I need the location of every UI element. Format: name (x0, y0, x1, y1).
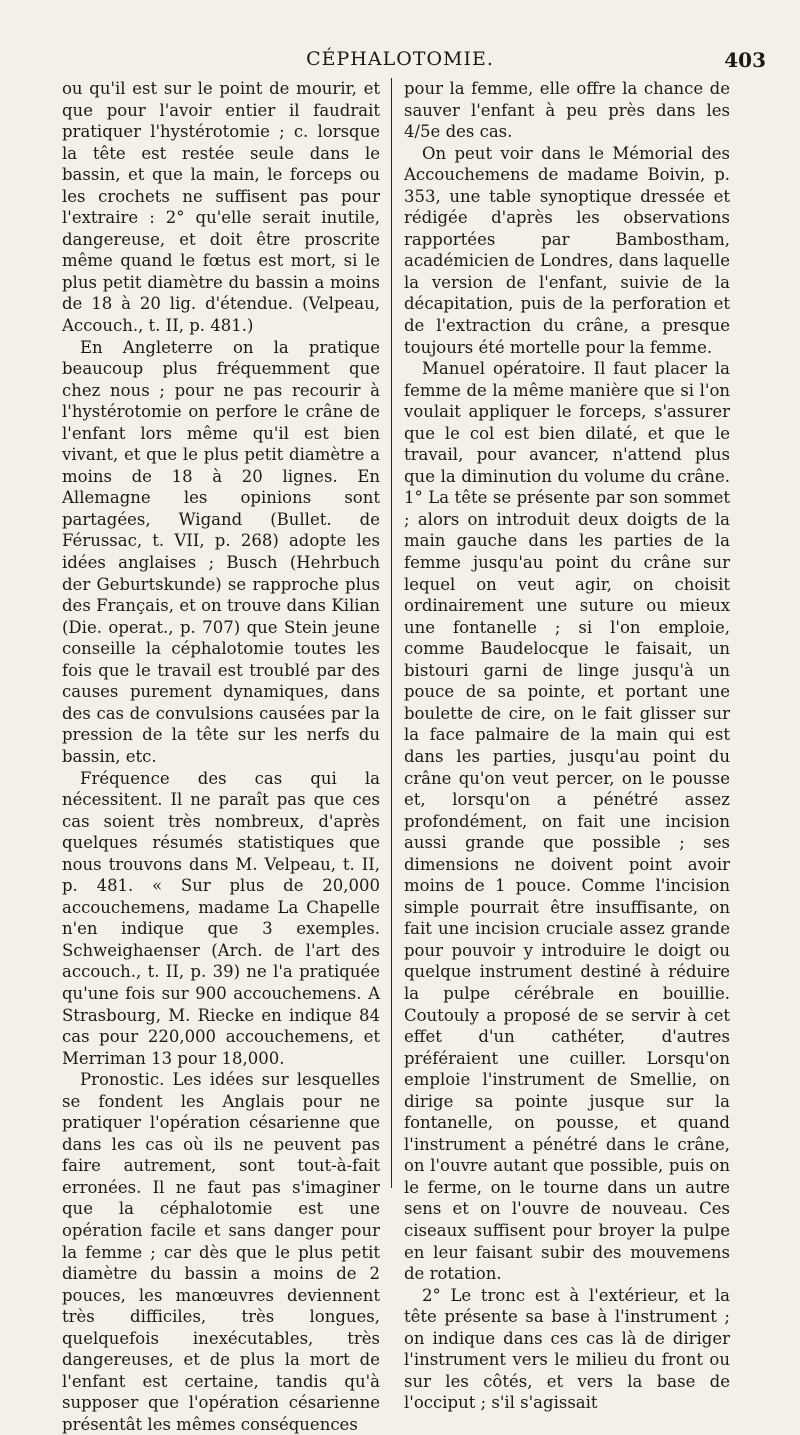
paragraph: On peut voir dans le Mémorial des Accouchemens de madame Boivin, p. 353, une table synoptique dressée et rédigée d'après les observations rapportées par Bambostham, académicien de Londres, dans laquelle la version de l'enfant, suivie de la décapitation, puis de la perforation et de l'extraction du crâne, a presque toujours été mortelle pour la femme. (404, 143, 730, 357)
paragraph: ou qu'il est sur le point de mourir, et que pour l'avoir entier il faudrait pratiquer l'hystérotomie ; c. lorsque la tête est restée seule dans le bassin, et que la main, le forceps ou les crochets ne suffisent pas pour l'extraire : 2° qu'elle serait inutile, dangereuse, et doit être proscrite même quand le fœtus est mort, si le plus petit diamètre du bassin a moins de 18 à 20 lig. d'étendue. (Velpeau, Accouch., t. II, p. 481.) (62, 79, 380, 336)
paragraph: 2° Le tronc est à l'extérieur, et la tête présente sa base à l'instrument ; on indique dans ces cas là de diriger l'instrument vers le milieu du front ou sur les côtés, et vers la base de l'occiput ; s'il s'agissait (404, 1285, 730, 1413)
paragraph: Pronostic. Les idées sur lesquelles se fondent les Anglais pour ne pratiquer l'opération césarienne que dans les cas où ils ne peuvent pas faire autrement, sont tout-à-fait erronées. Il ne faut pas s'imaginer que la céphalotomie est une opération facile et sans danger pour la femme ; car dès que le plus petit diamètre du bassin a moins de 2 pouces, les manœuvres deviennent très difficiles, très longues, quelquefois inexécutables, très dangereuses, et de plus la mort de l'enfant est certaine, tandis qu'à supposer que l'opération césarienne présentât les mêmes conséquences (62, 1070, 380, 1434)
page-header (0, 46, 800, 76)
paragraph: pour la femme, elle offre la chance de sauver l'enfant à peu près dans les 4/5e des cas. (404, 79, 730, 142)
paragraph: En Angleterre on la pratique beaucoup plus fréquemment que chez nous ; pour ne pas recourir à l'hystérotomie on perfore le crâne de l'enfant lors même qu'il est bien vivant, et que le plus petit diamètre a moins de 18 à 20 lignes. En Allemagne les opinions sont partagées, Wigand (Bullet. de Férussac, t. VII, p. 268) adopte les idées anglaises ; Busch (Hehrbuch der Geburtskunde) se rapproche plus des Français, et on trouve dans Kilian (Die. operat., p. 707) que Stein jeune conseille la céphalotomie toutes les fois que le travail est troublé par des causes purement dynamiques, dans des cas de convulsions causées par la pression de la tête sur les nerfs du bassin, etc. (62, 337, 380, 766)
column-divider (391, 78, 392, 1188)
running-title: CÉPHALOTOMIE. (306, 48, 494, 70)
paragraph: Manuel opératoire. Il faut placer la femme de la même manière que si l'on voulait appliquer le forceps, s'assurer que le col est bien dilaté, et que le travail, pour avancer, n'attend plus que la diminution du volume du crâne. 1° La tête se présente par son sommet ; alors on introduit deux doigts de la main gauche dans les parties de la femme jusqu'au point du crâne sur lequel on veut agir, on choisit ordinairement une suture ou mieux une fontanelle ; si l'on emploie, comme Baudelocque le faisait, un bistouri garni de linge jusqu'à un pouce de sa pointe, et portant une boulette de cire, on le fait glisser sur la face palmaire de la main qui est dans les parties, jusqu'au point du crâne qu'on veut percer, on le pousse et, lorsqu'on a pénétré assez profondément, on fait une incision aussi grande que possible ; ses dimensions ne doivent point avoir moins de 1 pouce. Comme l'incision simple pourrait être insuffisante, on fait une incision cruciale assez grande pour pouvoir y introduire le doigt ou quelque instrument destiné à réduire la pulpe cérébrale en bouillie. Coutouly a proposé de se servir à cet effet d'un cathéter, d'autres préféraient une cuiller. Lorsqu'on emploie l'instrument de Smellie, on dirige sa pointe jusque sur la fontanelle, on pousse, et quand l'instrument a pénétré dans le crâne, on l'ouvre autant que possible, puis on le ferme, on le tourne dans un autre sens et on l'ouvre de nouveau. Ces ciseaux suffisent pour broyer la pulpe en leur faisant subir des mouvemens de rotation. (404, 359, 730, 1284)
right-column (404, 78, 730, 1414)
left-column (62, 78, 380, 1435)
page-number: 403 (724, 48, 766, 72)
paragraph: Fréquence des cas qui la nécessitent. Il ne paraît pas que ces cas soient très nombreux, d'après quelques résumés statistiques que nous trouvons dans M. Velpeau, t. II, p. 481. « Sur plus de 20,000 accouchemens, madame La Chapelle n'en indique que 3 exemples. Schweighaenser (Arch. de l'art des accouch., t. II, p. 39) ne l'a pratiquée qu'une fois sur 900 accouchemens. A Strasbourg, M. Riecke en indique 84 cas pour 220,000 accouchemens, et Merriman 13 pour 18,000. (62, 768, 380, 1068)
